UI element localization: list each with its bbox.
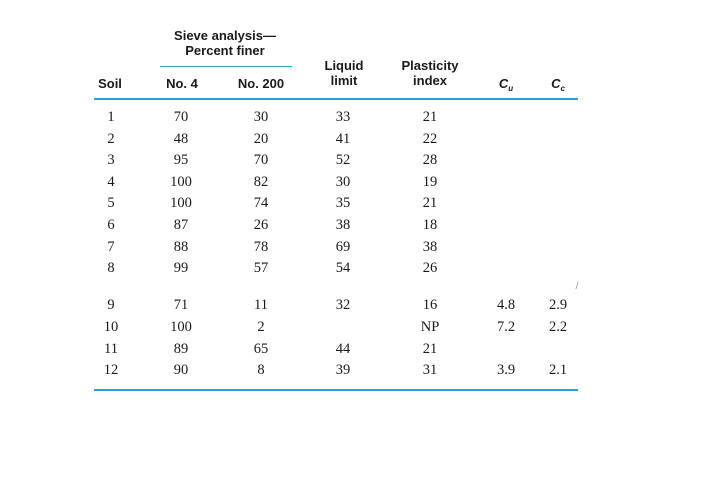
cu-letter: C <box>498 76 509 91</box>
header-sieve-analysis: Sieve analysis— Percent finer <box>174 28 276 58</box>
header-bottom-rule <box>94 98 578 100</box>
cell-soil: 8 <box>107 260 115 277</box>
cell-no4: 70 <box>173 109 189 125</box>
cell-cc: 2.9 <box>548 297 568 313</box>
cell-plasticity-index: 21 <box>422 340 438 357</box>
cell-liquid-limit: 38 <box>335 217 351 233</box>
cell-no200: 8 <box>257 362 265 379</box>
cell-soil: 11 <box>104 340 118 357</box>
stray-mark: / <box>575 281 579 292</box>
cell-plasticity-index: 26 <box>422 260 438 277</box>
cell-cc: 2.2 <box>548 318 568 335</box>
cell-liquid-limit: 33 <box>335 109 351 125</box>
cell-no4: 48 <box>173 130 189 147</box>
cc-letter: C <box>551 76 561 91</box>
cell-liquid-limit: 39 <box>335 362 351 379</box>
cell-plasticity-index: 38 <box>422 238 438 255</box>
cell-plasticity-index: NP <box>420 318 440 335</box>
cell-plasticity-index: 18 <box>422 217 438 233</box>
cell-no200: 65 <box>253 340 269 357</box>
cell-cc: 2.1 <box>548 362 568 379</box>
cell-no4: 99 <box>173 260 189 277</box>
cell-soil: 7 <box>107 238 115 255</box>
cell-soil: 4 <box>107 173 115 190</box>
cell-soil: 5 <box>107 195 115 212</box>
cell-plasticity-index: 31 <box>422 362 438 379</box>
header-soil: Soil <box>98 76 122 91</box>
cell-no4: 71 <box>173 297 189 313</box>
cell-plasticity-index: 28 <box>422 152 438 169</box>
cell-no200: 11 <box>254 297 268 313</box>
cell-no200: 74 <box>253 195 269 212</box>
header-cu <box>488 76 524 96</box>
cell-no200: 2 <box>257 318 265 335</box>
sieve-group-rule <box>160 66 292 67</box>
cell-no4: 100 <box>170 318 192 335</box>
cell-plasticity-index: 21 <box>422 195 438 212</box>
cell-no200: 78 <box>253 238 269 255</box>
cell-plasticity-index: 22 <box>422 130 438 147</box>
table-bottom-rule <box>94 389 578 391</box>
header-no200: No. 200 <box>237 76 285 91</box>
cell-cu: 4.8 <box>496 297 516 313</box>
cell-soil: 6 <box>107 217 115 233</box>
header-cc <box>540 76 576 96</box>
cell-no200: 20 <box>253 130 269 147</box>
cell-no4: 100 <box>170 195 192 212</box>
cell-liquid-limit: 30 <box>335 173 351 190</box>
cell-soil: 10 <box>103 318 119 335</box>
header-no4: No. 4 <box>166 76 198 91</box>
cell-plasticity-index: 19 <box>422 173 438 190</box>
cell-liquid-limit: 32 <box>335 297 351 313</box>
cell-no200: 70 <box>253 152 269 169</box>
cell-soil: 9 <box>107 297 115 313</box>
cu-subscript: u <box>508 84 514 93</box>
cell-cu: 3.9 <box>496 362 516 379</box>
cell-no4: 89 <box>173 340 189 357</box>
cell-liquid-limit: 41 <box>335 130 351 147</box>
cell-no4: 88 <box>173 238 189 255</box>
header-liquid-limit: Liquid limit <box>324 58 364 88</box>
cell-plasticity-index: 21 <box>422 109 438 125</box>
cell-no200: 57 <box>253 260 269 277</box>
cell-no200: 26 <box>253 217 269 233</box>
cell-soil: 2 <box>107 130 115 147</box>
cell-liquid-limit: 69 <box>335 238 351 255</box>
cell-liquid-limit: 52 <box>335 152 351 169</box>
cell-plasticity-index: 16 <box>422 297 438 313</box>
cell-liquid-limit: 54 <box>335 260 351 277</box>
header-plasticity-index: Plasticity index <box>401 58 459 88</box>
cell-liquid-limit: 44 <box>335 340 351 357</box>
cell-no4: 87 <box>173 217 189 233</box>
cell-no200: 30 <box>253 109 269 125</box>
cell-soil: 3 <box>107 152 115 169</box>
cell-cu: 7.2 <box>496 318 516 335</box>
cell-soil: 12 <box>103 362 119 379</box>
cell-soil: 1 <box>107 109 115 125</box>
cell-liquid-limit: 35 <box>335 195 351 212</box>
cell-no4: 100 <box>170 173 192 190</box>
cell-no4: 95 <box>173 152 189 169</box>
cell-no200: 82 <box>253 173 269 190</box>
cc-subscript: c <box>560 84 565 93</box>
cell-no4: 90 <box>173 362 189 379</box>
